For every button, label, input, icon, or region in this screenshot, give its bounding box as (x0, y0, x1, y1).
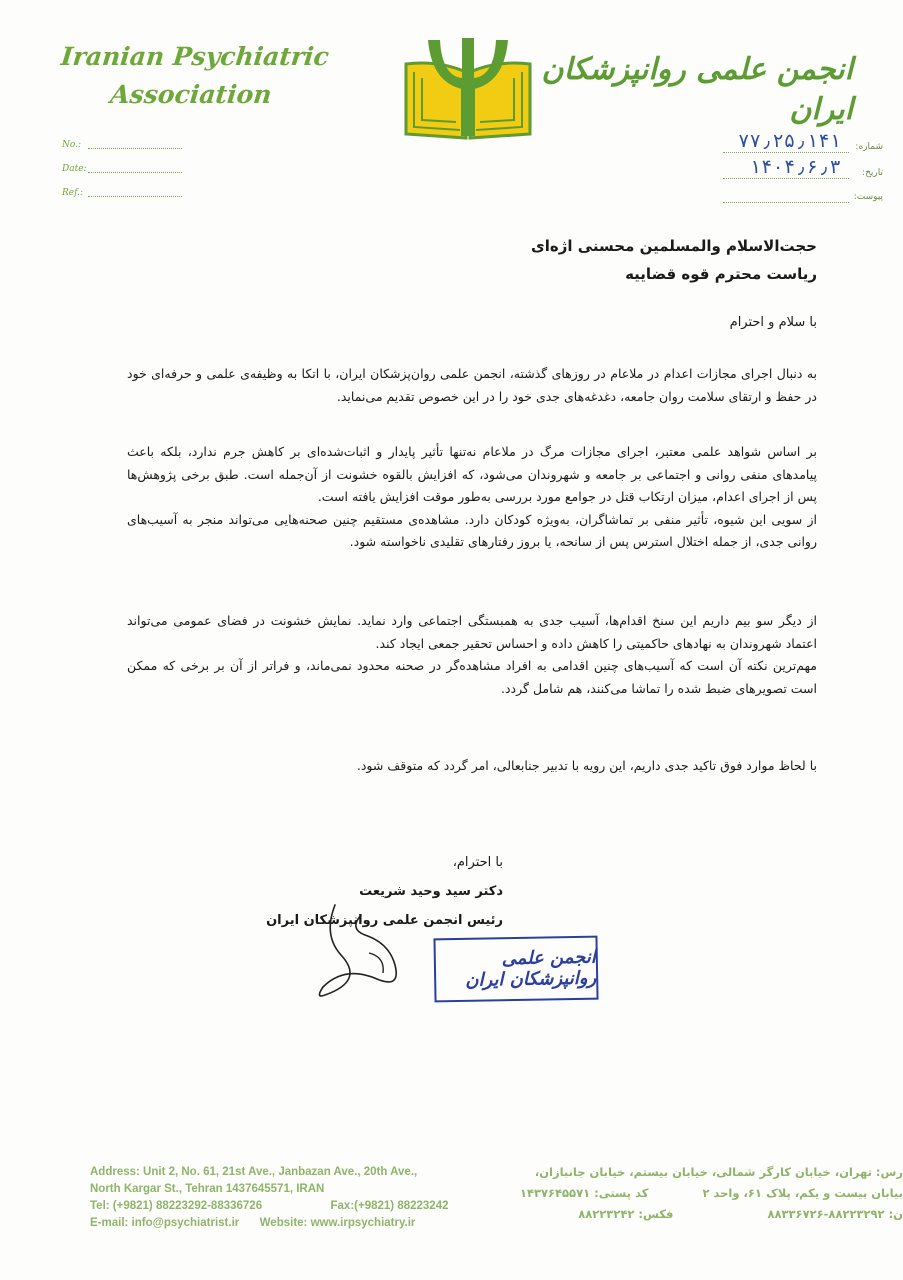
closing-regards: با احترام، (452, 855, 503, 870)
footer-contact-row (90, 1215, 480, 1232)
fa-date-label: تاریخ: (862, 168, 883, 178)
fa-attachment-field (723, 186, 883, 210)
footer-tel: Tel: (+9821) 88223292-88336726 (90, 1200, 263, 1212)
footer-fa-phone-row (513, 1204, 903, 1225)
paragraph-1 (127, 363, 817, 408)
fa-attachment-label: پیوست: (853, 192, 883, 202)
footer-persian (513, 1162, 903, 1225)
footer-fa-line2: بیابان بیست و یکم، پلاک ۶۱، واحد ۲ (702, 1186, 903, 1200)
footer-website[interactable]: Website: www.irpsychiatry.ir (259, 1217, 416, 1229)
paragraph-2 (127, 441, 817, 554)
footer-fax: Fax:(+9821) 88223242 (330, 1200, 449, 1212)
footer-fa-tel: ن: ۸۸۲۲۳۲۹۲-۸۸۳۳۶۷۲۶ (767, 1207, 903, 1221)
footer-fa-line1: رس: تهران، خیابان کارگر شمالی، خیابان بیستم، خیابان جانبازان، (534, 1165, 903, 1179)
psi-book-logo-icon (398, 34, 538, 144)
fa-association-title: انجمن علمی روانپزشکان ایران (541, 52, 853, 127)
paragraph-4 (127, 755, 817, 778)
ref-date-dotted-line (88, 172, 182, 173)
footer-email[interactable]: E-mail: info@psychiatrist.ir (90, 1217, 240, 1229)
paragraph-1-text: به دنبال اجرای مجازات اعدام در ملاعام در روزهای گذشته، انجمن علمی روان‌پزشکان ایران، با اتکا به وظیفه‌ی علمی و حرفه‌ای خود در حفظ و ارتقای سلامت روان جامعه، دغدغه‌های جدی خود را در این خصوص تقدیم می‌نماید. (127, 366, 817, 404)
handwritten-signature (305, 895, 415, 1005)
paragraph-4-text: با لحاظ موارد فوق تاکید جدی داریم، این رویه با تدبیر جنابعالی، امر گردد که متوقف شود. (356, 758, 817, 773)
fa-date-value: ۱۴۰۴٫۶٫۳ (749, 156, 841, 178)
footer-fa-fax: فکس: ۸۸۲۲۳۲۴۲ (578, 1207, 674, 1221)
footer-phone-row (90, 1198, 480, 1215)
footer-address-line1: Address: Unit 2, No. 61, 21st Ave., Janbazan Ave., 20th Ave., (90, 1166, 418, 1178)
en-title-line2: Association (109, 80, 274, 109)
ref-ref-label: Ref.: (62, 188, 84, 198)
ref-no-field (62, 136, 182, 158)
fa-number-dotted-line (723, 152, 849, 153)
ref-ref-field (62, 184, 182, 206)
ref-no-dotted-line (88, 148, 182, 149)
signatory-title: رئیس انجمن علمی روانپزشکان ایران (266, 913, 503, 928)
ref-no-label: No.: (62, 140, 82, 150)
footer-english (90, 1164, 480, 1232)
paragraph-2a-text: بر اساس شواهد علمی معتبر، اجرای مجازات مرگ در ملاعام نه‌تنها تأثیر پایدار و اثبات‌شده‌ای بر کاهش جرم ندارد، بلکه باعث پیامدهای منفی روانی و اجتماعی بر جامعه و شهروندان می‌شود، که افزایش بالقوه خشونت از آن‌جمله است. طبق برخی پژوهش‌ها پس از اجرای اعدام، میزان ارتکاب قتل در جوامع مورد بررسی به‌طور موقت افزایش یافته است. (127, 444, 817, 504)
addressee-line1: حجت‌الاسلام والمسلمین محسنی اژه‌ای (530, 237, 817, 255)
greeting: با سلام و احترام (729, 315, 817, 330)
fa-attachment-dotted-line (723, 202, 849, 203)
footer-fa-postal: کد پستی: ۱۴۳۷۶۴۵۵۷۱ (519, 1186, 649, 1200)
fa-date-field (723, 156, 883, 186)
ref-date-label: Date: (62, 164, 87, 174)
ref-ref-dotted-line (88, 196, 182, 197)
association-stamp: انجمن علمی روانپزشکان ایران (433, 936, 598, 1003)
en-association-title (54, 38, 332, 114)
ref-date-field (62, 160, 182, 182)
en-title-line1: Iranian Psychiatric (59, 42, 331, 71)
paragraph-3a-text: از دیگر سو بیم داریم این سنخ اقدام‌ها، آسیب جدی به همبستگی اجتماعی وارد نماید. نمایش خشونت در فضای عمومی می‌تواند اعتماد شهروندان به نهادهای حاکمیتی را کاهش داده و احساس تحقیر جمعی ایجاد کند. (127, 613, 817, 651)
footer-address-line2: North Kargar St., Tehran 1437645571, IRAN (90, 1183, 325, 1195)
paragraph-2b-text: از سویی این شیوه، تأثیر منفی بر تماشاگران، به‌ویژه کودکان دارد. مشاهده‌ی مستقیم چنین صحنه‌هایی می‌تواند منجر به آسیب‌های روانی جدی، از جمله اختلال استرس پس از سانحه، یا بروز رفتارهای تقلیدی ناخواسته شود. (127, 511, 817, 549)
footer-fa-line2-row (513, 1183, 903, 1204)
signatory-name: دکتر سید وحید شریعت (359, 884, 503, 899)
addressee-line2: ریاست محترم قوه قضاییه (625, 265, 817, 283)
paragraph-3 (127, 610, 817, 700)
paragraph-3b-text: مهم‌ترین نکته آن است که آسیب‌های چنین اقدامی به افراد مشاهده‌گر در صحنه محدود نمی‌ماند، و فراتر از آن بر برخی که ممکن است تصویرهای ضبط شده را تماشا می‌کنند، هم شامل گردد. (127, 658, 817, 696)
fa-number-value: ۷۷٫۲۵٫۱۴۱ (738, 130, 841, 152)
addressee (127, 232, 817, 288)
fa-number-label: شماره: (855, 142, 883, 152)
fa-date-dotted-line (723, 178, 849, 179)
